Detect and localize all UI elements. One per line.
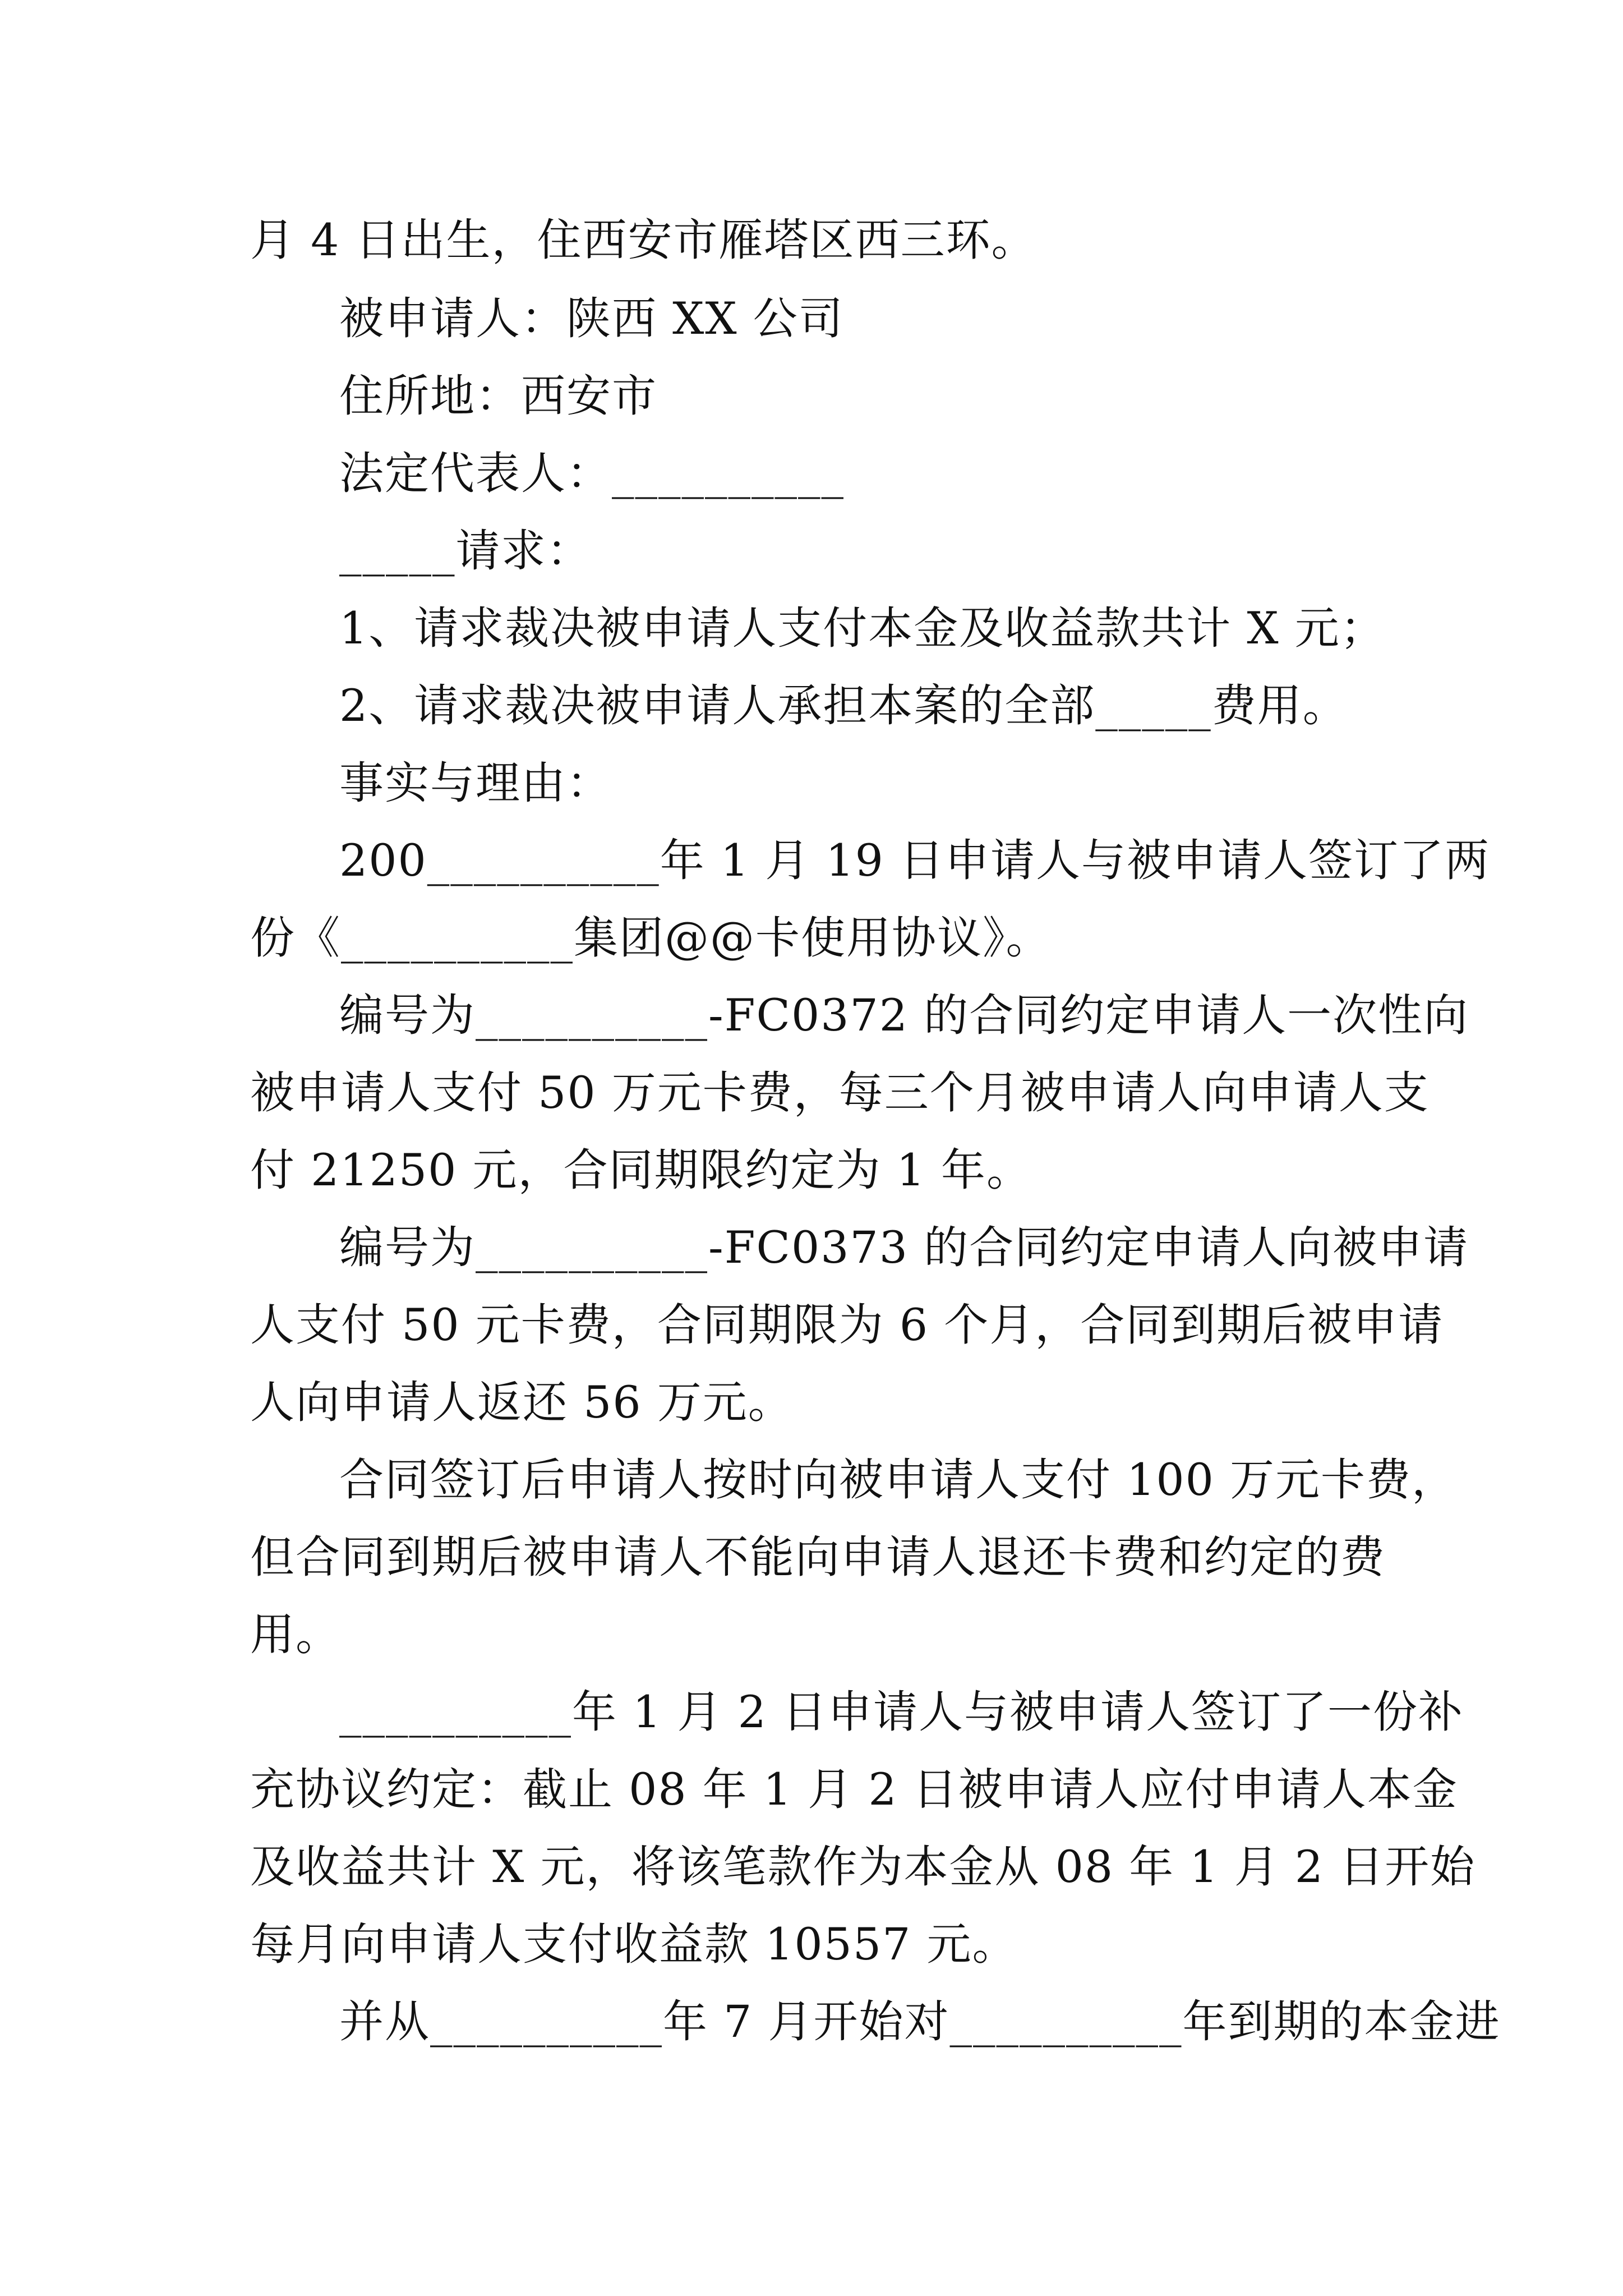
text-line-22: 及收益共计 X 元，将该笔款作为本金从 08 年 1 月 2 日开始 bbox=[250, 1841, 1476, 1893]
text-line-20: __________年 1 月 2 日申请人与被申请人签订了一份补 bbox=[339, 1686, 1464, 1738]
text-line-16: 人向申请人返还 56 万元。 bbox=[250, 1377, 794, 1428]
text-line-21: 充协议约定：截止 08 年 1 月 2 日被申请人应付申请人本金 bbox=[250, 1764, 1458, 1815]
text-line-23: 每月向申请人支付收益款 10557 元。 bbox=[250, 1918, 1018, 1970]
text-line-15: 人支付 50 元卡费，合同期限为 6 个月，合同到期后被申请 bbox=[250, 1299, 1444, 1351]
text-line-5: _____请求： bbox=[339, 525, 592, 577]
text-line-4: 法定代表人：__________ bbox=[339, 448, 845, 499]
text-line-1: 月 4 日出生，住西安市雁塔区西三环。 bbox=[250, 214, 1037, 266]
text-line-10: 份《__________集团@@卡使用协议》。 bbox=[250, 912, 1052, 964]
text-line-12: 被申请人支付 50 万元卡费，每三个月被申请人向申请人支 bbox=[250, 1067, 1430, 1119]
text-line-13: 付 21250 元，合同期限约定为 1 年。 bbox=[250, 1144, 1032, 1196]
text-line-14: 编号为__________-FC0373 的合同约定申请人向被申请 bbox=[339, 1222, 1469, 1273]
text-line-7: 2、请求裁决被申请人承担本案的全部_____费用。 bbox=[339, 680, 1348, 731]
text-line-6: 1、请求裁决被申请人支付本金及收益款共计 X 元； bbox=[339, 602, 1386, 654]
text-line-11: 编号为__________-FC0372 的合同约定申请人一次性向 bbox=[339, 990, 1469, 1041]
text-line-24: 并从__________年 7 月开始对__________年到期的本金进 bbox=[339, 1996, 1501, 2047]
text-line-9: 200__________年 1 月 19 日申请人与被申请人签订了两 bbox=[339, 835, 1491, 886]
text-line-8: 事实与理由： bbox=[339, 757, 612, 809]
text-line-3: 住所地：西安市 bbox=[339, 370, 657, 422]
text-line-2: 被申请人：陕西 XX 公司 bbox=[339, 293, 844, 344]
text-line-19: 用。 bbox=[250, 1609, 341, 1660]
text-line-18: 但合同到期后被申请人不能向申请人退还卡费和约定的费 bbox=[250, 1531, 1386, 1583]
text-line-17: 合同签订后申请人按时向被申请人支付 100 万元卡费， bbox=[339, 1454, 1458, 1506]
